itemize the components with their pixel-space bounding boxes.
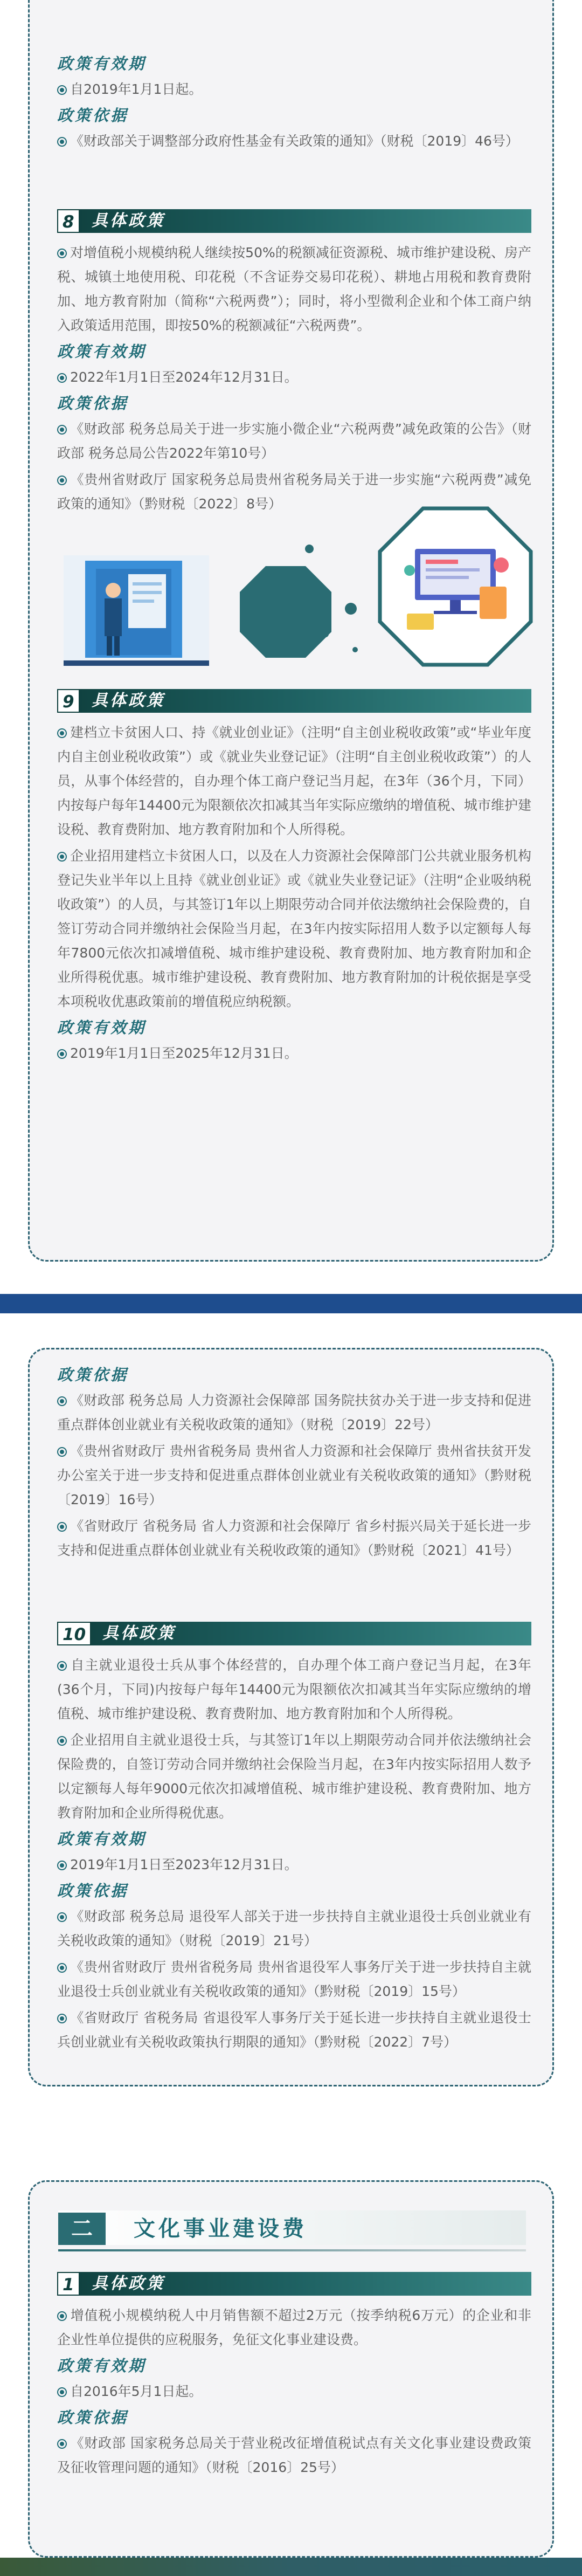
illustration-left: [64, 545, 214, 679]
panel-2-basis: [57, 1363, 531, 1565]
bullet-icon: [57, 1396, 67, 1406]
valid-text: 2022年1月1日至2024年12月31日。: [57, 365, 531, 389]
bullet-icon: [57, 852, 67, 862]
policy-10-item: 企业招用自主就业退役士兵，与其签订1年以上期限劳动合同并依法缴纳社会保险费的，自签订劳动合同并缴纳社会保险当月起，在3年内按实际招用人数予以定额每人每年9000元依次扣减增值税、城市维护建设税、教育费附加、地方教育附加和企业所得税优惠。: [57, 1732, 531, 1821]
bullet-icon: [57, 1447, 67, 1457]
policy-number: 10: [57, 1622, 91, 1645]
category-header: [58, 2213, 526, 2245]
basis-item: 《贵州省财政厅 国家税务总局贵州省税务局关于进一步实施“六税两费”减免政策的通知》（黔财税〔2022〕8号）: [57, 472, 531, 512]
bullet-icon: [57, 1661, 67, 1671]
bullet-icon: [57, 249, 67, 258]
policy-number: 9: [57, 689, 80, 713]
basis-item: 《财政部 税务总局关于进一步实施小微企业“六税两费”减免政策的公告》（财政部 税务总局公告2022年第10号）: [57, 421, 531, 461]
section-head-basis: 政策依据: [57, 1366, 129, 1384]
policy-number: 8: [57, 209, 80, 233]
basis-item: 《贵州省财政厅 贵州省税务局 贵州省人力资源和社会保障厅 贵州省扶贫开发办公室关于进一步支持和促进重点群体创业就业有关税收政策的通知》（黔财税〔2019〕16号）: [57, 1443, 531, 1507]
bullet-icon: [57, 1736, 67, 1746]
bullet-icon: [57, 476, 67, 485]
bullet-icon: [57, 728, 67, 738]
section-head-basis: 政策依据: [57, 106, 129, 125]
valid-text: 自2016年5月1日起。: [57, 2379, 531, 2403]
policy-8: [57, 199, 531, 518]
policy-title: 具体政策: [92, 691, 165, 710]
category-number: 二: [58, 2213, 106, 2245]
valid-text: 2019年1月1日至2023年12月31日。: [57, 1852, 531, 1877]
valid-text: 自2019年1月1日起。: [57, 77, 531, 101]
policy-number: 1: [57, 2272, 80, 2296]
basis-item: 《省财政厅 省税务局 省退役军人事务厅关于延长进一步扶持自主就业退役士兵创业就业有关税收政策执行期限的通知》（黔财税〔2022〕7号）: [57, 2010, 531, 2050]
section-head-basis: 政策依据: [57, 2408, 129, 2427]
policy-1-text: 增值税小规模纳税人中月销售额不超过2万元（按季纳税6万元）的企业和非企业性单位提供的应税服务，免征文化事业建设费。: [57, 2308, 531, 2347]
bullet-icon: [57, 425, 67, 435]
section-head-valid: 政策有效期: [57, 2357, 147, 2375]
dot-decoration: [345, 603, 357, 615]
section-head-valid: 政策有效期: [57, 54, 147, 73]
dot-decoration: [322, 631, 329, 637]
policy-9: [57, 679, 531, 1067]
policy-10: [57, 1612, 531, 2056]
category-title: 文化事业建设费: [134, 2216, 307, 2241]
bottom-band: [0, 2558, 582, 2576]
section-head-valid: 政策有效期: [57, 1830, 147, 1848]
bullet-icon: [57, 2387, 67, 2397]
section-head-basis: 政策依据: [57, 394, 129, 412]
basis-item: 《省财政厅 省税务局 省人力资源和社会保障厅 省乡村振兴局关于延长进一步支持和促进重点群体创业就业有关税收政策的通知》（黔财税〔2021〕41号）: [57, 1518, 531, 1558]
section-head-basis: 政策依据: [57, 1882, 129, 1900]
section-head-valid: 政策有效期: [57, 1018, 147, 1037]
valid-text: 2019年1月1日至2025年12月31日。: [57, 1041, 531, 1065]
bullet-icon: [57, 1049, 67, 1059]
policy-title: 具体政策: [102, 1624, 176, 1643]
bullet-icon: [57, 2014, 67, 2023]
bullet-icon: [57, 2311, 67, 2321]
policy-10-bar: [57, 1622, 531, 1645]
separator-band-blue: [0, 1294, 582, 1313]
policy-9-item: 建档立卡贫困人口、持《就业创业证》（注明“自主创业税收政策”或“毕业年度内自主创业税收政策”）或《就业失业登记证》（注明“自主创业税收政策”）的人员，从事个体经营的，自办理个体工商户登记当月起，在3年（36个月，下同）内按每户每年14400元为限额依次扣减其当年实际应缴纳的增值税、城市维护建设税、教育费附加、地方教育附加和个人所得税。: [57, 725, 531, 837]
policy-8-text: 对增值税小规模纳税人继续按50%的税额减征资源税、城市维护建设税、房产税、城镇土地使用税、印花税（不含证券交易印花税）、耕地占用税和教育费附加、地方教育附加（简称“六税两费”）；同时，将小型微利企业和个体工商户纳入政策适用范围，即按50%的税额减征“六税两费”。: [57, 245, 531, 333]
dot-decoration: [352, 647, 358, 652]
panel-3-policy-1: [57, 2262, 531, 2482]
bullet-icon: [57, 2439, 67, 2449]
dot-decoration: [305, 545, 314, 553]
bullet-icon: [57, 85, 67, 95]
bullet-icon: [57, 1522, 67, 1532]
basis-item: 《贵州省财政厅 贵州省税务局 贵州省退役军人事务厅关于进一步扶持自主就业退役士兵创业就业有关税收政策的通知》（黔财税〔2019〕15号）: [57, 1959, 531, 1999]
bullet-icon: [57, 1912, 67, 1922]
policy-1-bar: [57, 2272, 531, 2296]
policy-9-bar: [57, 689, 531, 713]
policy-8-bar: [57, 209, 531, 233]
policy-title: 具体政策: [92, 2274, 165, 2293]
bullet-icon: [57, 1861, 67, 1870]
section-head-valid: 政策有效期: [57, 342, 147, 361]
policy-9-item: 企业招用建档立卡贫困人口，以及在人力资源社会保障部门公共就业服务机构登记失业半年以上且持《就业创业证》或《就业失业登记证》（注明“企业吸纳税收政策”）的人员，与其签订1年以上期限劳动合同并依法缴纳社会保险费的，自签订劳动合同并缴纳社会保险当月起，在3年内按实际招用人数予以定额每人每年7800元依次扣减增值税、城市维护建设税、教育费附加、地方教育附加和企业所得税优惠。城市维护建设税、教育费附加、地方教育附加的计税依据是享受本项税收优惠政策前的增值税应纳税额。: [57, 848, 531, 1009]
basis-item: 《财政部 国家税务总局关于营业税改征增值税试点有关文化事业建设费政策及征收管理问题的通知》（财税〔2016〕25号）: [57, 2435, 531, 2475]
block-a: [57, 52, 531, 155]
basis-item: 《财政部关于调整部分政府性基金有关政策的通知》（财税〔2019〕46号）: [57, 129, 531, 153]
illustration-right: [377, 506, 534, 667]
basis-item: 《财政部 税务总局 人力资源社会保障部 国务院扶贫办关于进一步支持和促进重点群体创业就业有关税收政策的通知》（财税〔2019〕22号）: [57, 1393, 531, 1432]
category-underline: [58, 2249, 526, 2251]
octagon-decoration: [237, 563, 334, 660]
policy-title: 具体政策: [92, 211, 165, 230]
basis-item: 《财政部 税务总局 退役军人部关于进一步扶持自主就业退役士兵创业就业有关税收政策的通知》（财税〔2019〕21号）: [57, 1909, 531, 1948]
bullet-icon: [57, 1963, 67, 1973]
bullet-icon: [57, 137, 67, 147]
bullet-icon: [57, 373, 67, 383]
policy-10-item: 自主就业退役士兵从事个体经营的，自办理个体工商户登记当月起，在3年(36个月，下同)内按每户每年14400元为限额依次扣减其当年实际应缴纳的增值税、城市维护建设税、教育费附加、地方教育附加和个人所得税。: [57, 1657, 531, 1721]
